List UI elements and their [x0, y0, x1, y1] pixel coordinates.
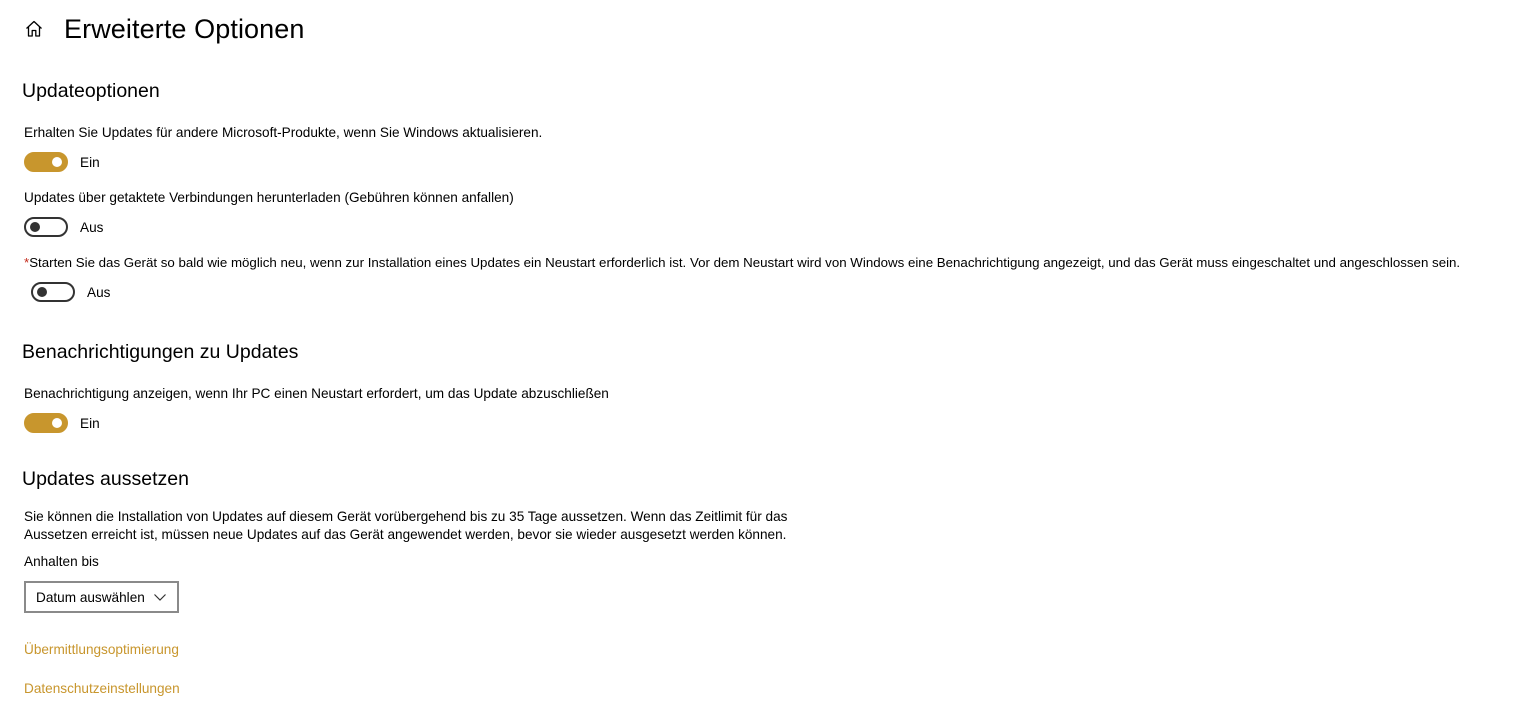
setting-restart-description — [24, 254, 1460, 272]
required-marker: * — [24, 255, 30, 270]
section-title-pause-updates: Updates aussetzen — [22, 468, 189, 490]
setting-restart-text: Starten Sie das Gerät so bald wie möglich neu, wenn zur Installation eines Updates ein Neustart erforderlich ist. Vor dem Neustart wird von Windows eine Benachrichtigung angezeigt, und das Gerät muss eingeschaltet und angeschlossen sein. — [29, 255, 1461, 270]
toggle-state-label: Ein — [80, 415, 100, 431]
toggle-state-label: Aus — [87, 284, 111, 300]
setting-notification-toggle-row — [24, 412, 100, 434]
page-title: Erweiterte Optionen — [64, 13, 305, 44]
setting-other-products-toggle-row — [24, 151, 100, 173]
privacy-settings-link[interactable]: Datenschutzeinstellungen — [24, 681, 180, 696]
section-title-update-options: Updateoptionen — [22, 80, 160, 102]
setting-metered-description: Updates über getaktete Verbindungen herunterladen (Gebühren können anfallen) — [24, 190, 514, 205]
toggle-knob — [52, 418, 62, 428]
setting-notification-description: Benachrichtigung anzeigen, wenn Ihr PC einen Neustart erfordert, um das Update abzuschließen — [24, 386, 609, 401]
toggle-state-label: Aus — [80, 219, 104, 235]
other-products-toggle[interactable] — [24, 152, 68, 172]
section-title-notifications: Benachrichtigungen zu Updates — [22, 341, 299, 363]
setting-other-products-description: Erhalten Sie Updates für andere Microsoft-Produkte, wenn Sie Windows aktualisieren. — [24, 125, 543, 140]
setting-metered-toggle-row — [24, 216, 103, 238]
pause-date-dropdown[interactable] — [24, 581, 179, 613]
restart-asap-toggle[interactable] — [31, 282, 75, 302]
dropdown-value: Datum auswählen — [36, 589, 145, 605]
toggle-state-label: Ein — [80, 154, 100, 170]
header — [22, 12, 305, 46]
home-icon[interactable] — [22, 17, 46, 41]
toggle-knob — [37, 287, 47, 297]
delivery-optimization-link[interactable]: Übermittlungsoptimierung — [24, 642, 179, 657]
toggle-knob — [52, 157, 62, 167]
pause-description: Sie können die Installation von Updates auf diesem Gerät vorübergehend bis zu 35 Tage aussetzen. Wenn das Zeitlimit für das Aussetzen erreicht ist, müssen neue Updates auf das Gerät angewendet werden, bevor sie wieder ausgesetzt werden können. — [24, 509, 788, 542]
chevron-down-icon — [153, 590, 167, 604]
restart-notification-toggle[interactable] — [24, 413, 68, 433]
toggle-knob — [30, 222, 40, 232]
pause-until-label: Anhalten bis — [24, 554, 99, 569]
setting-restart-toggle-row — [31, 281, 110, 303]
metered-connections-toggle[interactable] — [24, 217, 68, 237]
